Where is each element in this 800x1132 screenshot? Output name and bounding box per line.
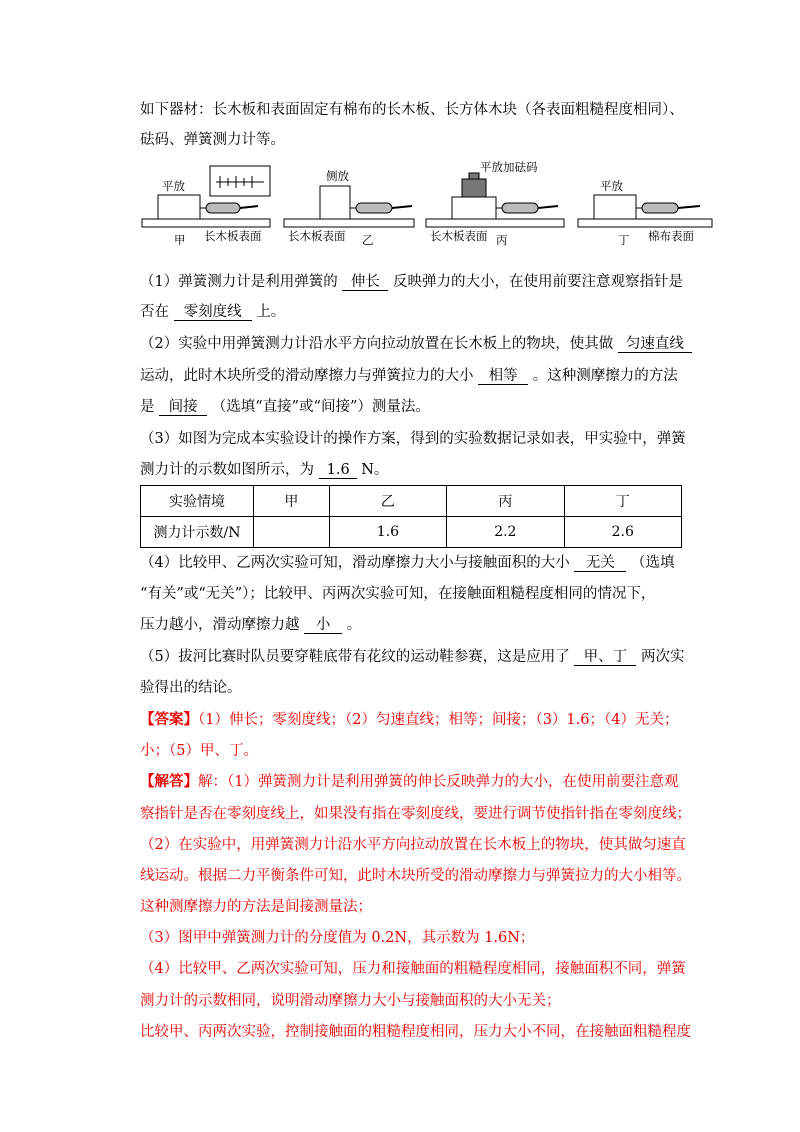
answer-line-1: 【答案】（1）伸长；零刻度线；（2）匀速直线；相等；间接；（3）1.6；（4）无关；: [140, 711, 679, 728]
spring-scale-yi: [356, 203, 392, 213]
solution-line-2: 察指针是否在零刻度线上，如果没有指在零刻度线，要进行调节使指针指在零刻度线；: [140, 806, 691, 822]
table-header-cell: 丙: [447, 486, 564, 517]
solution-tag: 【解答】: [140, 773, 198, 790]
solution-line-4: 线运动。根据二力平衡条件可知，此时木块所受的滑动摩擦力与弹簧拉力的大小相等。: [140, 868, 691, 884]
block-ding: [594, 195, 636, 219]
label-bing-surface: 长木板表面: [430, 229, 488, 243]
label-ding-surface: 棉布表面: [648, 229, 694, 243]
panel-bing: [426, 160, 564, 247]
q3-line-2: 测力计的示数如图所示，为 1.6 N。: [140, 462, 389, 478]
q2-blank-1: 匀速直线: [618, 336, 692, 353]
table-header-cell: 丁: [564, 486, 681, 517]
table-cell: [254, 517, 330, 548]
data-table: [140, 485, 682, 548]
solution-line-8: 测力计的示数相同，说明滑动摩擦力大小与接触面积的大小无关；: [140, 993, 561, 1009]
experiment-diagram: [140, 160, 720, 255]
label-ding-top: 平放: [600, 179, 623, 193]
solution-line-7: （4）比较甲、乙两次实验可知，压力和接触面的粗糙程度相同，接触面积不同，弹簧: [140, 961, 686, 977]
panel-ding: [578, 179, 712, 247]
answer-tag: 【答案】: [140, 711, 198, 728]
board-bing: [426, 219, 564, 227]
spring-scale-bing: [502, 203, 538, 213]
block-jia: [158, 195, 200, 219]
table-cell: 2.2: [447, 517, 564, 548]
q1-blank-1: 伸长: [342, 274, 388, 291]
q3-blank: 1.6: [319, 462, 357, 479]
q2-line-3: 是 间接 （选填“直接”或“间接”）测量法。: [140, 399, 430, 415]
solution-line-1: 【解答】解：（1）弹簧测力计是利用弹簧的伸长反映弹力的大小，在使用前要注意观: [140, 773, 679, 790]
q1-line-2: 否在 零刻度线 上。: [140, 304, 286, 320]
block-bing: [452, 197, 496, 219]
label-jia-surface: 长木板表面: [204, 229, 262, 243]
board-jia: [142, 219, 270, 227]
block-yi: [320, 186, 350, 219]
q2-line-1: （2）实验中用弹簧测力计沿水平方向拉动放置在长木板上的物块，使其做 匀速直线: [140, 334, 680, 354]
table-header-row: [141, 486, 682, 517]
q2-blank-2: 相等: [478, 368, 528, 385]
q1-line-1: （1）弹簧测力计是利用弹簧的 伸长 反映弹力的大小，在使用前要注意观察指针是: [140, 274, 683, 290]
label-bing-top: 平放加砝码: [480, 160, 538, 174]
intro-line-2: 砝码、弹簧测力计等。: [140, 132, 285, 148]
q4-blank-2: 小: [304, 617, 342, 634]
table-cell: 2.6: [564, 517, 681, 548]
label-yi-name: 乙: [362, 233, 374, 247]
experiment-figure: [140, 160, 720, 255]
solution-line-3: （2）在实验中，用弹簧测力计沿水平方向拉动放置在长木板上的物块，使其做匀速直: [140, 837, 686, 853]
intro-line-1: 如下器材：长木板和表面固定有棉布的长木板、长方体木块（各表面粗糙程度相同）、: [140, 102, 684, 118]
spring-scale-ding: [642, 203, 678, 213]
scale-zoom-inset: [210, 166, 270, 196]
q5-line-1: （5）拔河比赛时队员要穿鞋底带有花纹的运动鞋参赛，这是应用了 甲、丁 两次实: [140, 649, 685, 665]
spring-scale-jia: [206, 203, 240, 213]
q4-line-2: “有关”或“无关”）；比较甲、丙两次实验可知，在接触面粗糙程度相同的情况下，: [140, 586, 656, 602]
board-ding: [578, 219, 712, 227]
board-yi: [284, 219, 414, 227]
q4-blank-1: 无关: [574, 555, 626, 572]
q4-line-1: （4）比较甲、乙两次实验可知，滑动摩擦力大小与接触面积的大小 无关 （选填: [140, 555, 675, 571]
q5-blank: 甲、丁: [574, 649, 636, 666]
panel-yi: [284, 169, 414, 247]
label-jia-top: 平放: [162, 179, 185, 193]
table-header-cell: 甲: [254, 486, 330, 517]
q2-line-2: 运动，此时木块所受的滑动摩擦力与弹簧拉力的大小 相等 。这种测摩擦力的方法: [140, 368, 678, 384]
table-header-cell: 乙: [329, 486, 446, 517]
label-yi-top: 侧放: [326, 169, 349, 183]
solution-line-5: 这种测摩擦力的方法是间接测量法；: [140, 899, 372, 915]
label-yi-surface: 长木板表面: [288, 229, 346, 243]
q4-line-3: 压力越小，滑动摩擦力越 小 。: [140, 617, 362, 633]
weight-bing: [462, 179, 486, 197]
q3-line-1: （3）如图为完成本实验设计的操作方案，得到的实验数据记录如表，甲实验中，弹簧: [140, 431, 686, 447]
solution-line-6: （3）图甲中弹簧测力计的分度值为 0.2N，其示数为 1.6N；: [140, 930, 535, 946]
answer-line-2: 小；（5）甲、丁。: [140, 743, 258, 759]
table-header-cell: 实验情境: [141, 486, 254, 517]
q1-blank-2: 零刻度线: [174, 304, 252, 321]
table-row: [141, 517, 682, 548]
table-cell: 测力计示数/N: [141, 517, 254, 548]
table-cell: 1.6: [329, 517, 446, 548]
q5-line-2: 验得出的结论。: [140, 680, 242, 696]
panel-jia: [142, 166, 270, 247]
label-ding-name: 丁: [618, 233, 630, 247]
q2-blank-3: 间接: [159, 399, 207, 416]
label-bing-name: 丙: [496, 233, 508, 247]
solution-line-9: 比较甲、丙两次实验，控制接触面的粗糙程度相同，压力大小不同，在接触面粗糙程度: [140, 1024, 691, 1040]
label-jia-name: 甲: [174, 233, 186, 247]
